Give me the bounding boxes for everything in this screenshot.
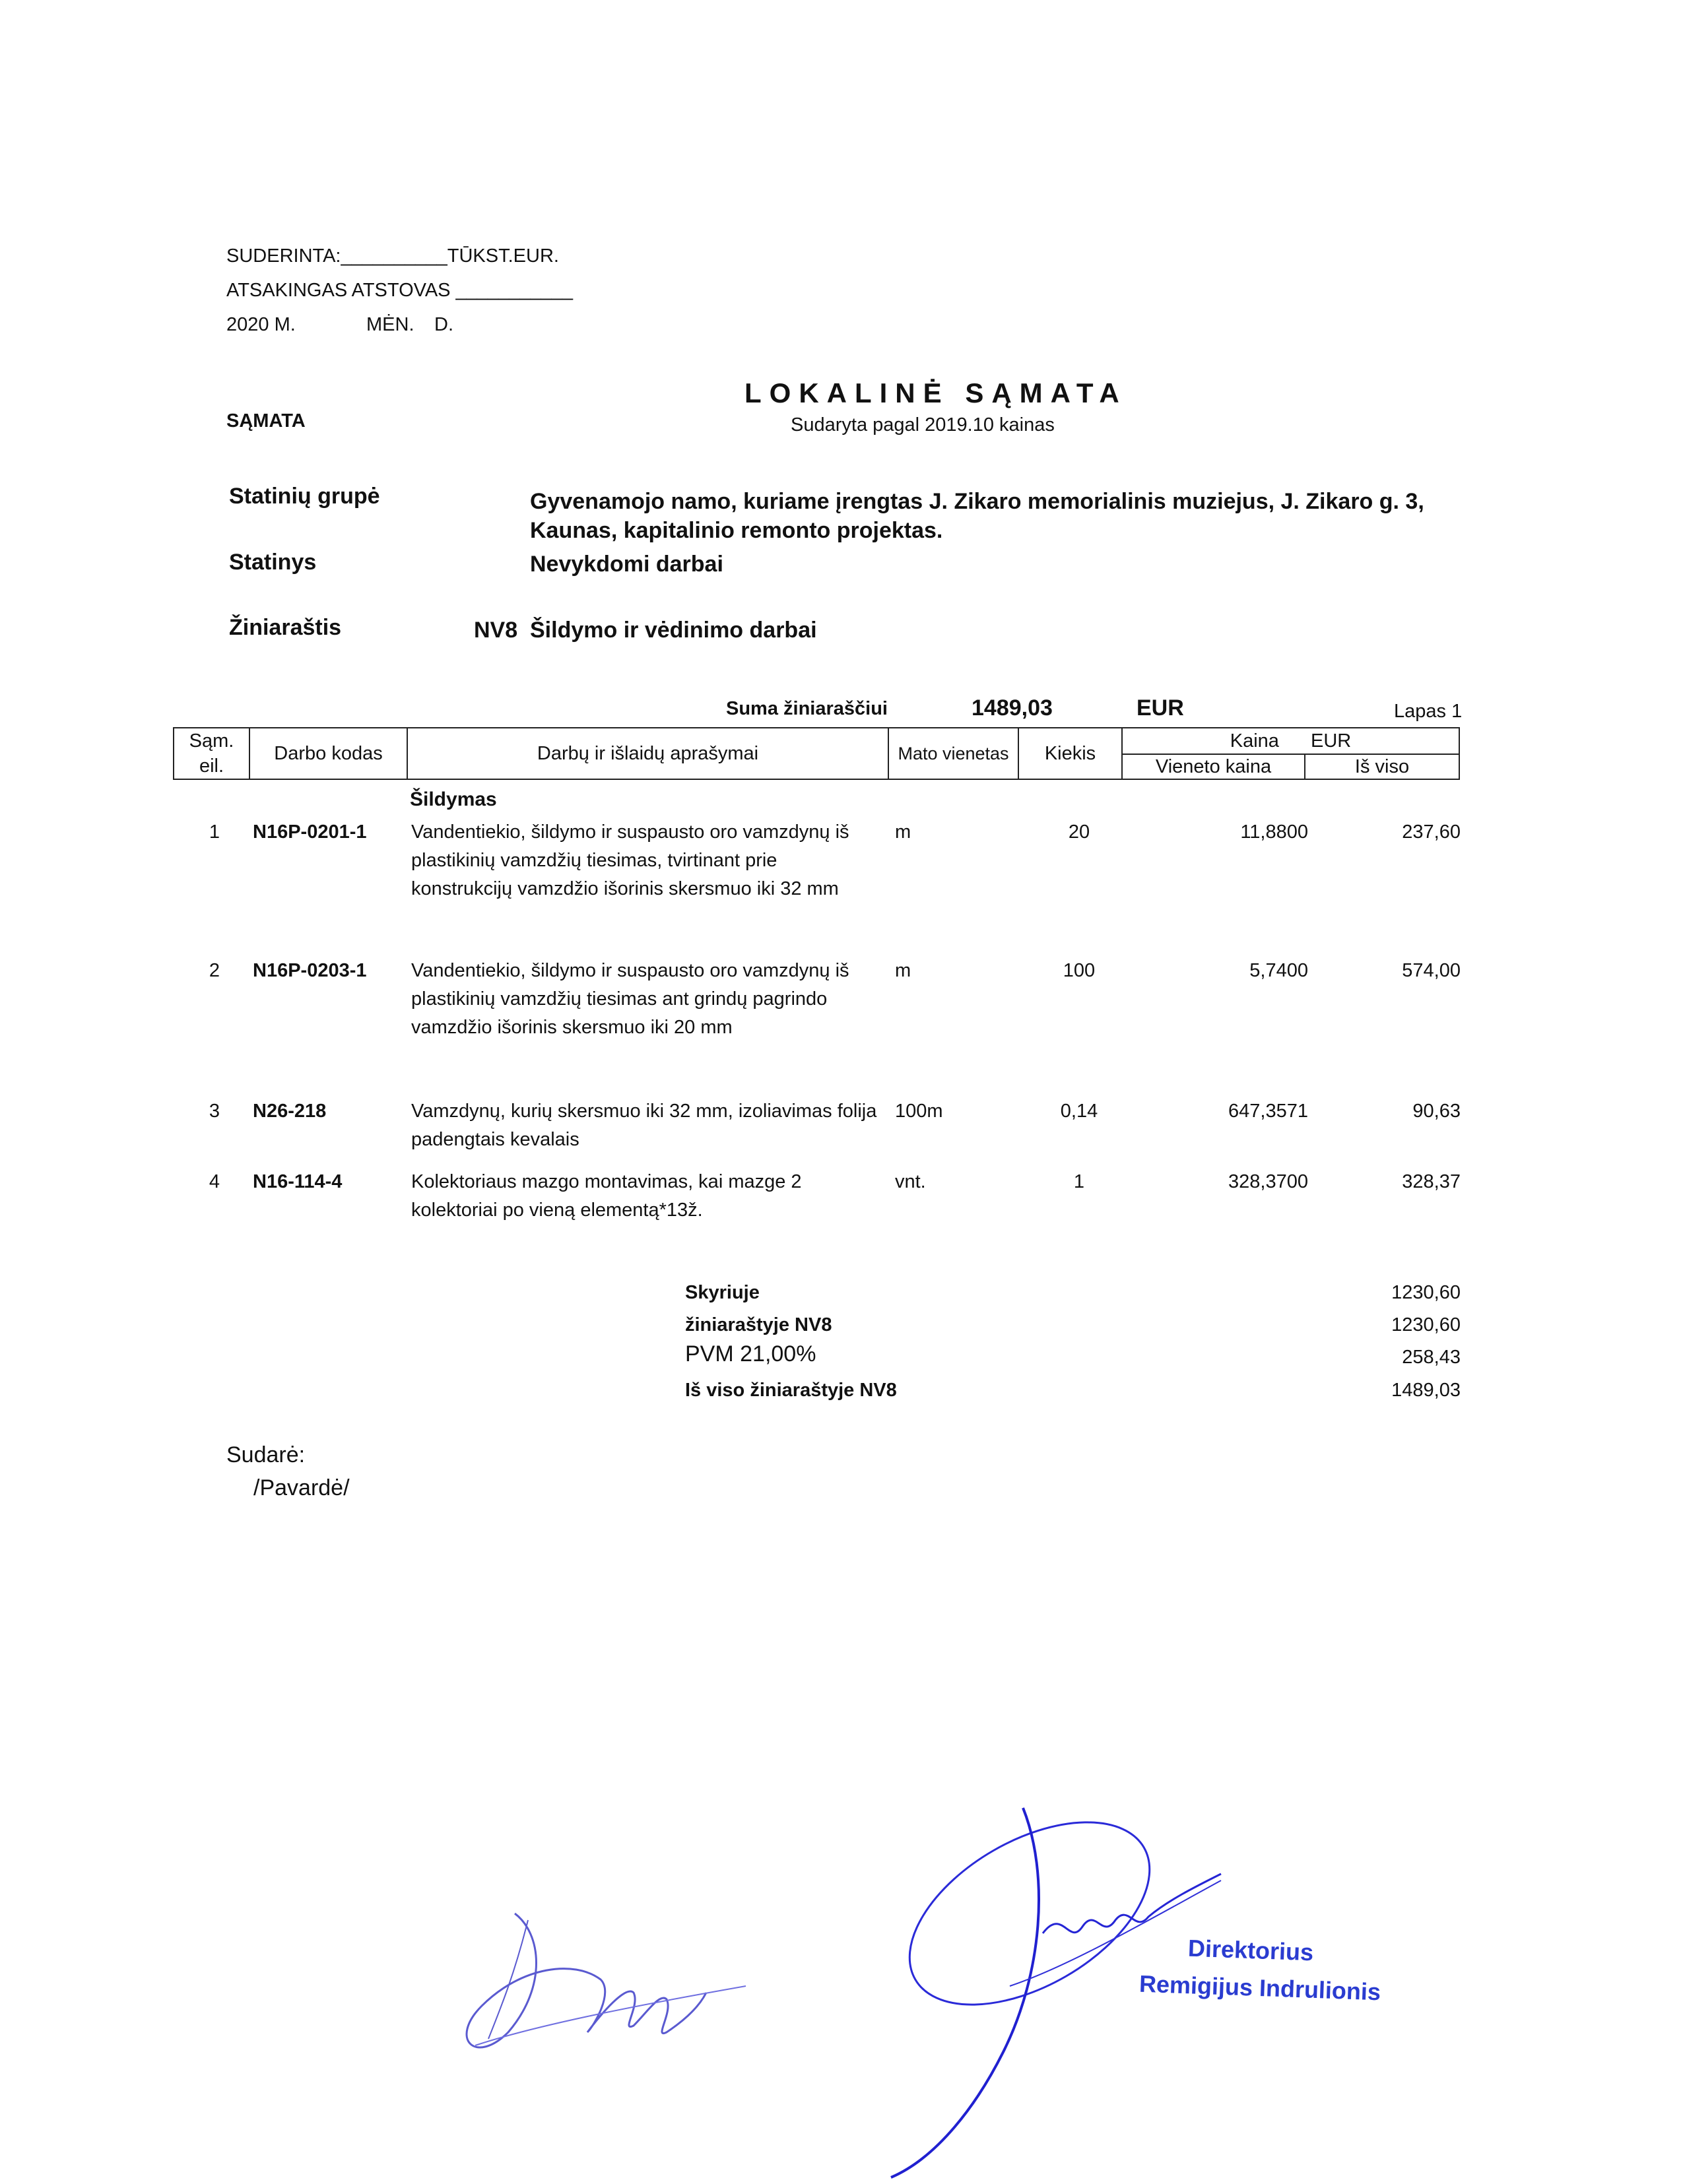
ziniarastis-value: Šildymo ir vėdinimo darbai xyxy=(530,618,817,643)
stamp-name: Remigijus Indrulionis xyxy=(1138,1970,1381,2006)
sudare-label: Sudarė: xyxy=(226,1442,306,1467)
statinys-label: Statinys xyxy=(229,550,317,575)
row-unit: m xyxy=(895,821,911,843)
row-quantity: 100 xyxy=(1063,960,1096,981)
total-value-is-viso: 1489,03 xyxy=(1391,1380,1461,1401)
header-sam: Sąm. xyxy=(189,730,234,752)
header-kiekis: Kiekis xyxy=(1018,728,1122,779)
header-is-viso: Iš viso xyxy=(1305,754,1459,779)
total-value-skyriuje: 1230,60 xyxy=(1391,1282,1461,1303)
row-code: N16-114-4 xyxy=(253,1171,343,1192)
row-total: 328,37 xyxy=(1402,1171,1461,1192)
row-unit: m xyxy=(895,960,911,981)
total-value-ziniarastyje: 1230,60 xyxy=(1391,1314,1461,1335)
row-description-line: vamzdžio išorinis skersmuo iki 20 mm xyxy=(411,1017,733,1038)
total-label-ziniarastyje: žiniaraštyje NV8 xyxy=(685,1314,832,1335)
row-unit-price: 328,3700 xyxy=(1228,1171,1308,1192)
row-description-line: Vamzdynų, kurių skersmuo iki 32 mm, izoliavimas folija xyxy=(411,1101,877,1122)
row-description-line: Kolektoriaus mazgo montavimas, kai mazge 2 xyxy=(411,1171,802,1192)
row-number: 1 xyxy=(209,821,220,843)
statiniu-grupe-value-line1: Gyvenamojo namo, kuriame įrengtas J. Zikaro memorialinis muziejus, J. Zikaro g. 3, xyxy=(530,489,1424,514)
total-label-is-viso: Iš viso žiniaraštyje NV8 xyxy=(685,1380,897,1401)
sum-value: 1489,03 xyxy=(972,695,1053,721)
row-quantity: 0,14 xyxy=(1060,1101,1098,1122)
sudare-pavarde: /Pavardė/ xyxy=(253,1475,350,1500)
header-mato-vienetas: Mato vienetas xyxy=(888,728,1018,779)
stamp-title: Direktorius xyxy=(1187,1934,1314,1966)
header-kaina xyxy=(1122,728,1459,754)
sum-currency: EUR xyxy=(1137,695,1184,721)
row-number: 3 xyxy=(209,1101,220,1122)
section-title: Šildymas xyxy=(410,788,497,810)
sum-label: Suma žiniaraščiui xyxy=(726,698,888,719)
document-subtitle: Sudaryta pagal 2019.10 kainas xyxy=(791,414,1055,435)
row-code: N16P-0201-1 xyxy=(253,821,367,843)
row-description-line: padengtais kevalais xyxy=(411,1129,579,1150)
approval-men: MĖN. xyxy=(366,314,414,335)
row-description-line: konstrukcijų vamzdžio išorinis skersmuo iki 32 mm xyxy=(411,878,839,899)
row-description-line: kolektoriai po vieną elementą*13ž. xyxy=(411,1200,703,1221)
header-vieneto-kaina: Vieneto kaina xyxy=(1122,754,1305,779)
total-label-pvm: PVM 21,00% xyxy=(685,1341,816,1366)
row-quantity: 1 xyxy=(1073,1171,1085,1192)
row-unit: 100m xyxy=(895,1101,943,1122)
row-total: 574,00 xyxy=(1402,960,1461,981)
row-total: 90,63 xyxy=(1412,1101,1461,1122)
header-kaina-eur: EUR xyxy=(1311,730,1352,752)
row-code: N26-218 xyxy=(253,1101,327,1122)
document-title: LOKALINĖ SĄMATA xyxy=(744,377,1127,408)
row-number: 2 xyxy=(209,960,220,981)
total-label-skyriuje: Skyriuje xyxy=(685,1282,760,1303)
row-unit-price: 11,8800 xyxy=(1240,821,1308,843)
statiniu-grupe-label: Statinių grupė xyxy=(229,484,380,509)
row-code: N16P-0203-1 xyxy=(253,960,367,981)
row-total: 237,60 xyxy=(1402,821,1461,843)
header-eil: eil. xyxy=(199,755,224,777)
row-quantity: 20 xyxy=(1068,821,1090,843)
row-number: 4 xyxy=(209,1171,220,1192)
approval-suderinta: SUDERINTA:__________TŪKST.EUR. xyxy=(226,245,559,267)
row-description-line: Vandentiekio, šildymo ir suspausto oro vamzdynų iš xyxy=(411,960,849,981)
header-darbo-kodas: Darbo kodas xyxy=(249,728,407,779)
ziniarastis-label: Žiniaraštis xyxy=(229,615,342,640)
header-kaina-label: Kaina xyxy=(1230,730,1279,752)
header-sam-eil xyxy=(174,728,249,779)
row-unit-price: 5,7400 xyxy=(1249,960,1308,981)
statiniu-grupe-value-line2: Kaunas, kapitalinio remonto projektas. xyxy=(530,518,943,543)
total-value-pvm: 258,43 xyxy=(1402,1347,1461,1368)
header-aprasymai: Darbų ir išlaidų aprašymai xyxy=(407,728,888,779)
row-description-line: plastikinių vamzdžių tiesimas ant grindų pagrindo xyxy=(411,988,828,1010)
approval-d: D. xyxy=(434,314,453,335)
signature-left-icon xyxy=(436,1874,766,2072)
ziniarastis-code: NV8 xyxy=(474,618,518,643)
statinys-value: Nevykdomi darbai xyxy=(530,552,723,577)
row-description-line: plastikinių vamzdžių tiesimas, tvirtinant prie xyxy=(411,850,777,871)
approval-atstovas: ATSAKINGAS ATSTOVAS ___________ xyxy=(226,280,573,301)
row-unit-price: 647,3571 xyxy=(1228,1101,1308,1122)
row-unit: vnt. xyxy=(895,1171,926,1192)
table-header xyxy=(173,727,1460,780)
row-description-line: Vandentiekio, šildymo ir suspausto oro vamzdynų iš xyxy=(411,821,849,843)
page-number: Lapas 1 xyxy=(1394,701,1463,722)
document-left-label: SĄMATA xyxy=(226,410,306,432)
approval-date: 2020 M. xyxy=(226,314,296,335)
